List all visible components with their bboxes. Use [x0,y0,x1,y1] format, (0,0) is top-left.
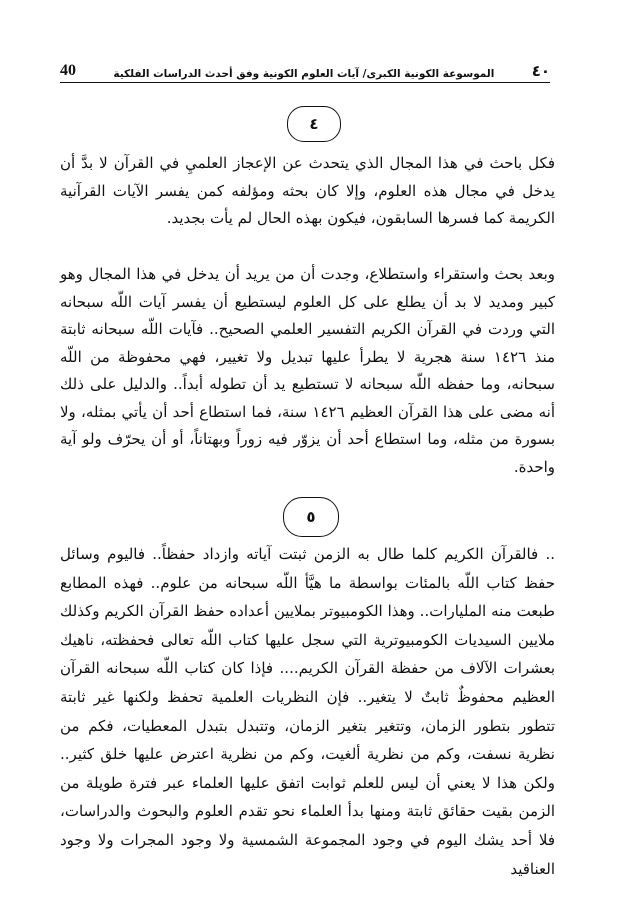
running-header [60,58,550,80]
page-number-latin: 40 [60,62,76,79]
header-divider [60,82,550,83]
section-number-badge: ٥ [283,497,339,537]
paragraph: فكل باحث في هذا المجال الذي يتحدث عن الإعجاز العلميِ في القرآن لا بدَّ أن يدخل في مجال هذه العلوم، وإلا كان بحثه ومؤلفه كمن يفسر الآيات القرآنية الكريمة كما فسرها السابقون، فيكون بهذه الحال لم يأت بجديد. [60,154,555,227]
section-number-badge: ٤ [287,106,341,142]
page-number-arabic: ٤٠ [531,62,550,80]
running-title: الموسوعة الكونية الكبرى/ آيات العلوم الكونية وفق أحدث الدراسات الفلكية [113,68,495,80]
paragraph: .. فالقرآن الكريم كلما طال به الزمن ثبتت آياته وازداد حفظاً.. فاليوم وسائل حفظ كتاب اللّه بالمئات بواسطة ما هيَّأ اللّه سبحانه من علوم.. فهذه المطابع طبعت منه المليارات.. وهذا الكومبيوتر بملايين أعداده حفظ القرآن الكريم وكذلك ملايين السيديات الكومبيوترية التي سجل عليها كتاب اللّه تعالى فحفظته، ناهيك بعشرات الآلاف من حفظة القرآن الكريم.... فإذا كان كتاب اللّه سبحانه القرآن العظيم محفوظٌ ثابتٌ لا يتغير.. فإن النظريات العلمية تحفظ ولكنها غير ثابتة تتطور بتطور الزمان، وتتغير بتغير الزمان، وتتبدل بتبدل المعطيات، فكم من نظرية نسفت، وكم من نظرية ألغيت، وكم من نظرية اعترض عليها خلق كثير.. ولكن هذا لا يعني أن ليس للعلم ثوابت اتفق عليها العلماء عبر فترة طويلة من الزمن بقيت حقائق ثابتة ومنها بدأ العلماء نحو تقدم العلوم والبحوث والدراسات، فلا أحد يشك اليوم في وجود المجموعة الشمسية ولا وجود المجرات ولا وجود العناقيد [60,545,555,878]
paragraph: وبعد بحث واستقراء واستطلاع، وجدت أن من يريد أن يدخل في هذا المجال وهو كبير ومديد لا بد أن يطلع على كل العلوم ليستطيع أن يفسر آيات اللّه سبحانه التي وردت في القرآن الكريم التفسير العلمي الصحيح.. فآيات اللّه سبحانه ثابتة منذ ١٤٢٦ سنة هجرية لا يطرأ عليها تبديل ولا تغيير، فهي محفوظة من اللّه سبحانه، وما حفظه اللّه سبحانه لا تستطيع يد أن تطوله أبداً.. والدليل على ذلك أنه مضى على هذا القرآن العظيم ١٤٢٦ سنة، فما استطاع أحد أن يأتي بمثله، ولا بسورة من مثله، وما استطاع أحد أن يزوّر فيه زوراً وبهتاناً، أو أن يحرّف ولو آية واحدة. [60,265,556,476]
